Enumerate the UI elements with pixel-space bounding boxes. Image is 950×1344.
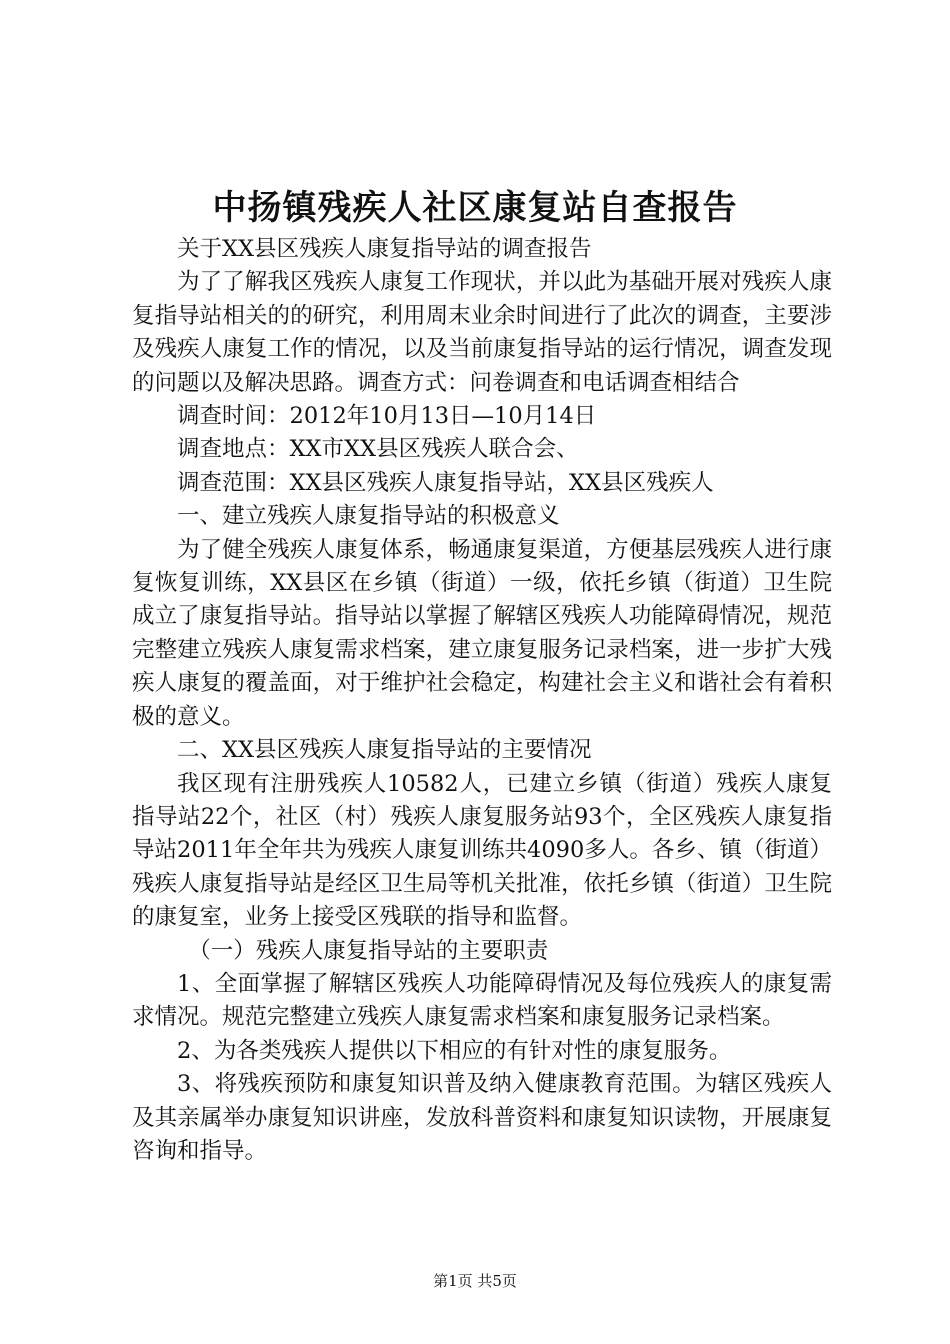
paragraph-introduction: 为了了解我区残疾人康复工作现状，并以此为基础开展对残疾人康复指导站相关的的研究，利用周末业余时间进行了此次的调查，主要涉及残疾人康复工作的情况，以及当前康复指导站的运行情况，调查发现的问题以及解决思路。调查方式：问卷调查和电话调查相结合 xyxy=(132,269,832,396)
paragraph-significance: 为了健全残疾人康复体系，畅通康复渠道，方便基层残疾人进行康复恢复训练，XX县区在乡镇（街道）一级，依托乡镇（街道）卫生院成立了康复指导站。指导站以掌握了解辖区残疾人功能障碍情况，规范完整建立残疾人康复需求档案，建立康复服务记录档案，进一步扩大残疾人康复的覆盖面，对于维护社会稳定，构建社会主义和谐社会有着积极的意义。 xyxy=(132,536,832,730)
subsection-heading-1: （一）残疾人康复指导站的主要职责 xyxy=(188,937,549,964)
paragraph-survey-location: 调查地点：XX市XX县区残疾人联合会、 xyxy=(177,436,579,463)
section-heading-2: 二、XX县区残疾人康复指导站的主要情况 xyxy=(177,737,592,764)
paragraph-main-situation: 我区现有注册残疾人10582人，已建立乡镇（街道）残疾人康复指导站22个，社区（村）残疾人康复服务站93个，全区残疾人康复指导站2011年全年共为残疾人康复训练共4090多人。各乡、镇（街道）残疾人康复指导站是经区卫生局等机关批准，依托乡镇（街道）卫生院的康复室，业务上接受区残联的指导和监督。 xyxy=(132,770,832,931)
paragraph-report-subtitle: 关于XX县区残疾人康复指导站的调查报告 xyxy=(177,236,592,262)
document-title: 中扬镇残疾人社区康复站自查报告 xyxy=(212,188,738,228)
document-body xyxy=(132,233,832,1168)
section-heading-1: 一、建立残疾人康复指导站的积极意义 xyxy=(177,503,560,530)
list-item-duty-2: 2、为各类残疾人提供以下相应的有针对性的康复服务。 xyxy=(177,1037,732,1064)
list-item-duty-1: 1、全面掌握了解辖区残疾人功能障碍情况及每位残疾人的康复需求情况。规范完整建立残疾人康复需求档案和康复服务记录档案。 xyxy=(132,970,832,1031)
paragraph-survey-time: 调查时间：2012年10月13日—10月14日 xyxy=(177,403,597,430)
page-number-footer: 第1页 共5页 xyxy=(433,1272,517,1290)
paragraph-survey-scope: 调查范围：XX县区残疾人康复指导站，XX县区残疾人 xyxy=(177,469,714,496)
list-item-duty-3: 3、将残疾预防和康复知识普及纳入健康教育范围。为辖区残疾人及其亲属举办康复知识讲座，发放科普资料和康复知识读物，开展康复咨询和指导。 xyxy=(132,1071,832,1164)
